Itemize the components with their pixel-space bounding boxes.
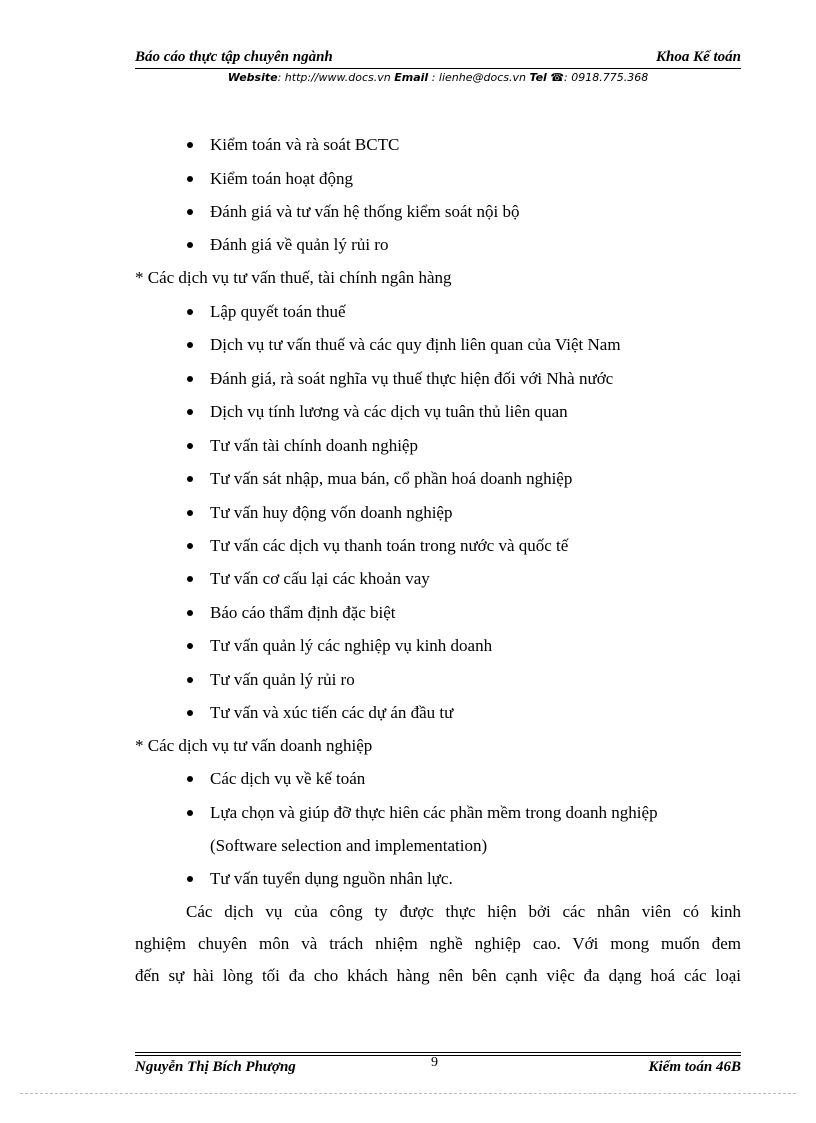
list-item: Tư vấn quản lý các nghiệp vụ kinh doanh: [210, 636, 493, 655]
list-item: Tư vấn các dịch vụ thanh toán trong nước và quốc tế: [210, 536, 569, 555]
list-item: Kiểm toán và rà soát BCTC: [210, 135, 400, 154]
list-item: Báo cáo thẩm định đặc biệt: [210, 603, 396, 622]
header-contact: [135, 71, 741, 87]
email-label: Email: [394, 71, 429, 84]
list-item: Các dịch vụ về kế toán: [210, 769, 366, 788]
footer-divider-second: [135, 1055, 741, 1056]
list-item: Tư vấn huy động vốn doanh nghiệp: [210, 503, 453, 522]
list-item: Kiểm toán hoạt động: [210, 169, 354, 188]
paragraph-line: Các dịch vụ của công ty được thực hiện bởi các nhân viên có kinh: [186, 902, 741, 921]
list-item: Lựa chọn và giúp đỡ thực hiên các phần mềm trong doanh nghiệp: [210, 803, 658, 822]
website-label: Website: [227, 71, 278, 84]
footer-class: Kiểm toán 46B: [648, 1059, 741, 1075]
list-item: Tư vấn tuyển dụng nguồn nhân lực.: [210, 869, 453, 888]
footer-author: Nguyễn Thị Bích Phượng: [135, 1059, 296, 1075]
phone-icon: ☎: [550, 71, 565, 84]
page-number: 9: [431, 1055, 438, 1070]
paragraph-line: nghiệm chuyên môn và trách nhiệm nghề nghiệp cao. Với mong muốn đem: [135, 934, 741, 953]
footer-divider: [135, 1052, 741, 1053]
tel-number: : 0918.775.368: [564, 71, 649, 84]
section-heading: * Các dịch vụ tư vấn doanh nghiệp: [135, 736, 373, 755]
list-item: Tư vấn cơ cấu lại các khoản vay: [210, 569, 430, 588]
tel-label: Tel: [529, 71, 547, 84]
page-header: [135, 49, 741, 69]
header-department: Khoa Kế toán: [655, 49, 741, 65]
list-item: Tư vấn và xúc tiến các dự án đầu tư: [210, 703, 454, 722]
list-item: Dịch vụ tư vấn thuế và các quy định liên quan của Việt Nam: [210, 335, 621, 354]
list-item: Đánh giá và tư vấn hệ thống kiểm soát nội bộ: [210, 202, 520, 221]
list-item: Đánh giá về quản lý rủi ro: [210, 235, 389, 254]
website-link[interactable]: : http://www.docs.vn: [277, 71, 391, 84]
page-bottom-edge: [20, 1093, 796, 1094]
list-item: Lập quyết toán thuế: [210, 302, 346, 321]
list-item: Dịch vụ tính lương và các dịch vụ tuân thủ liên quan: [210, 402, 568, 421]
list-item-continuation: (Software selection and implementation): [210, 836, 488, 855]
email-link[interactable]: : lienhe@docs.vn: [428, 71, 526, 84]
list-item: Tư vấn tài chính doanh nghiệp: [210, 436, 418, 455]
page-footer: [135, 1057, 741, 1079]
paragraph-line: đến sự hài lòng tối đa cho khách hàng nên bên cạnh việc đa dạng hoá các loại: [135, 966, 741, 985]
list-item: Tư vấn quản lý rủi ro: [210, 670, 355, 689]
header-report-title: Báo cáo thực tập chuyên ngành: [135, 49, 333, 65]
section-heading: * Các dịch vụ tư vấn thuế, tài chính ngân hàng: [135, 268, 452, 287]
header-divider: [135, 68, 741, 69]
list-item: Tư vấn sát nhập, mua bán, cổ phần hoá doanh nghiệp: [210, 469, 573, 488]
list-item: Đánh giá, rà soát nghĩa vụ thuế thực hiện đối với Nhà nước: [210, 369, 614, 388]
